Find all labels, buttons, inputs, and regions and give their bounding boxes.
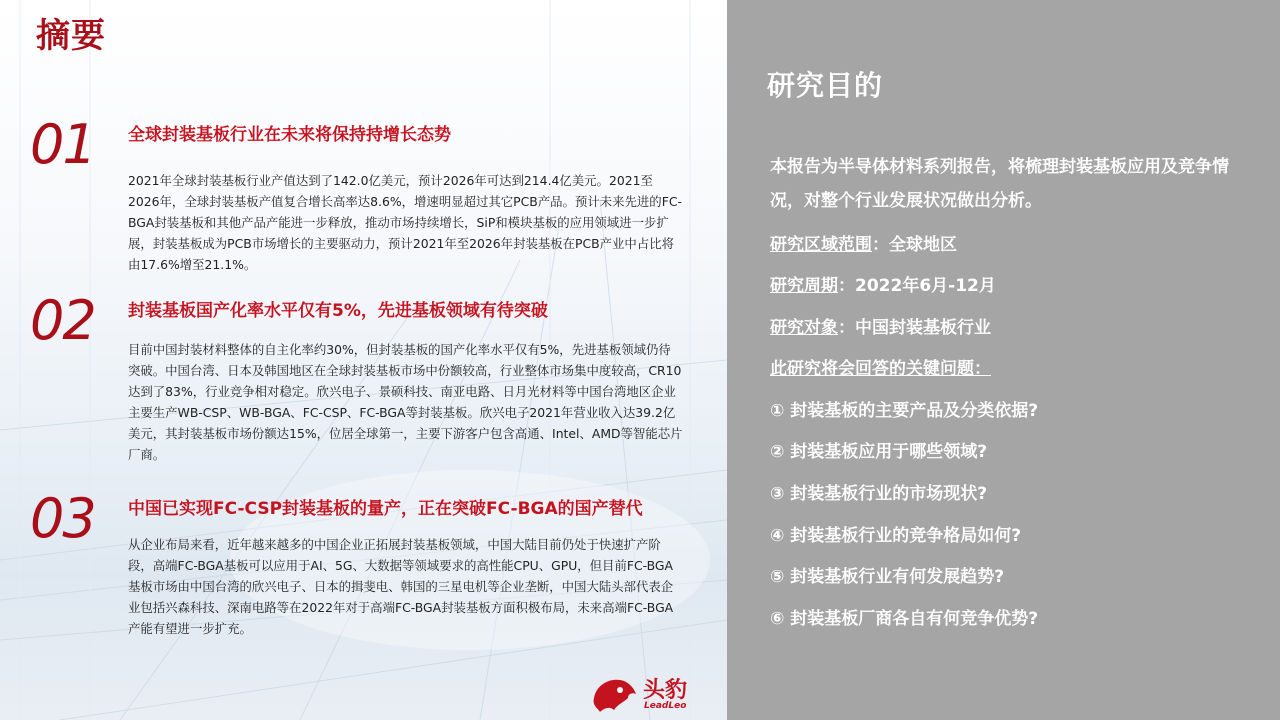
research-object-value: ：中国封装基板行业 (838, 318, 991, 338)
question-item: ① 封装基板的主要产品及分类依据? (770, 401, 1039, 421)
question-item: ⑤ 封装基板行业有何发展趋势? (770, 567, 1005, 587)
research-region-value: ：全球地区 (872, 235, 957, 255)
research-region (770, 230, 957, 255)
logo-subtitle: LeadLeo (644, 701, 687, 711)
research-object-label: 研究对象 (770, 318, 838, 338)
research-region-label: 研究区域范围 (770, 235, 872, 255)
question-item: ⑥ 封装基板厂商各自有何竞争优势? (770, 609, 1039, 629)
section-title: 中国已实现FC-CSP封装基板的量产，正在突破FC-BGA的国产替代 (128, 499, 643, 519)
research-purpose-title: 研究目的 (767, 69, 884, 102)
section-title: 封装基板国产化率水平仅有5%，先进基板领域有待突破 (128, 301, 548, 321)
research-period-label: 研究周期 (770, 276, 838, 296)
question-item: ② 封装基板应用于哪些领域? (770, 442, 988, 462)
page-title: 摘要 (36, 16, 106, 56)
question-item: ④ 封装基板行业的竞争格局如何? (770, 526, 1022, 546)
research-object (770, 313, 991, 338)
key-questions-heading-text: 此研究将会回答的关键问题 (770, 359, 974, 379)
research-intro: 本报告为半导体材料系列报告，将梳理封装基板应用及竞争情况，对整个行业发展状况做出分析。 (770, 157, 1229, 211)
research-period (770, 271, 996, 296)
section-title: 全球封装基板行业在未来将保持持增长态势 (128, 125, 451, 145)
key-questions-heading-colon: ： (974, 359, 991, 379)
section-number: 02 (30, 289, 95, 352)
key-questions-heading (770, 354, 991, 379)
section-body: 目前中国封装材料整体的自主化率约30%，但封装基板的国产化率水平仅有5%，先进基板领域仍待突破。中国台湾、日本及韩国地区在全球封装基板市场中份额较高，行业整体市场集中度较高，CR10达到了83%，行业竞争相对稳定。欣兴电子、景硕科技、南亚电路、日月光材料等中国台湾地区企业主要生产WB-CSP、WB-BGA、FC-CSP、FC-BGA等封装基板。欣兴电子2021年营业收入达39.2亿美元，其封装基板市场份额达15%，位居全球第一，主要下游客户包含高通、Intel、AMD等智能芯片厂商。 (128, 342, 683, 462)
section-number: 01 (30, 113, 95, 176)
section-body: 从企业布局来看，近年越来越多的中国企业正拓展封装基板领域，中国大陆目前仍处于快速扩产阶段，高端FC-BGA基板可以应用于AI、5G、大数据等领域要求的高性能CPU、GPU，但目前FC-BGA基板市场由中国台湾的欣兴电子、日本的揖斐电、韩国的三星电机等企业垄断，中国大陆头部代表企业包括兴森科技、深南电路等在2022年对于高端FC-BGA封装基板方面积极布局，未来高端FC-BGA产能有望进一步扩充。 (128, 537, 674, 636)
question-item: ③ 封装基板行业的市场现状? (770, 484, 988, 504)
research-period-value: ：2022年6月-12月 (838, 276, 996, 296)
section-body: 2021年全球封装基板行业产值达到了142.0亿美元，预计2026年可达到214.4亿美元。2021至2026年，全球封装基板产值复合增长高率达8.6%，增速明显超过其它PCB产品。预计未来先进的FC-BGA封装基板和其他产品产能进一步释放，推动市场持续增长，SiP和模块基板的应用领域进一步扩展，封装基板成为PCB市场增长的主要驱动力，预计2021年至2026年封装基板在PCB产业中占比将由17.6%增至21.1%。 (128, 173, 682, 272)
logo-name: 头豹 (643, 678, 688, 703)
section-number: 03 (30, 487, 95, 550)
